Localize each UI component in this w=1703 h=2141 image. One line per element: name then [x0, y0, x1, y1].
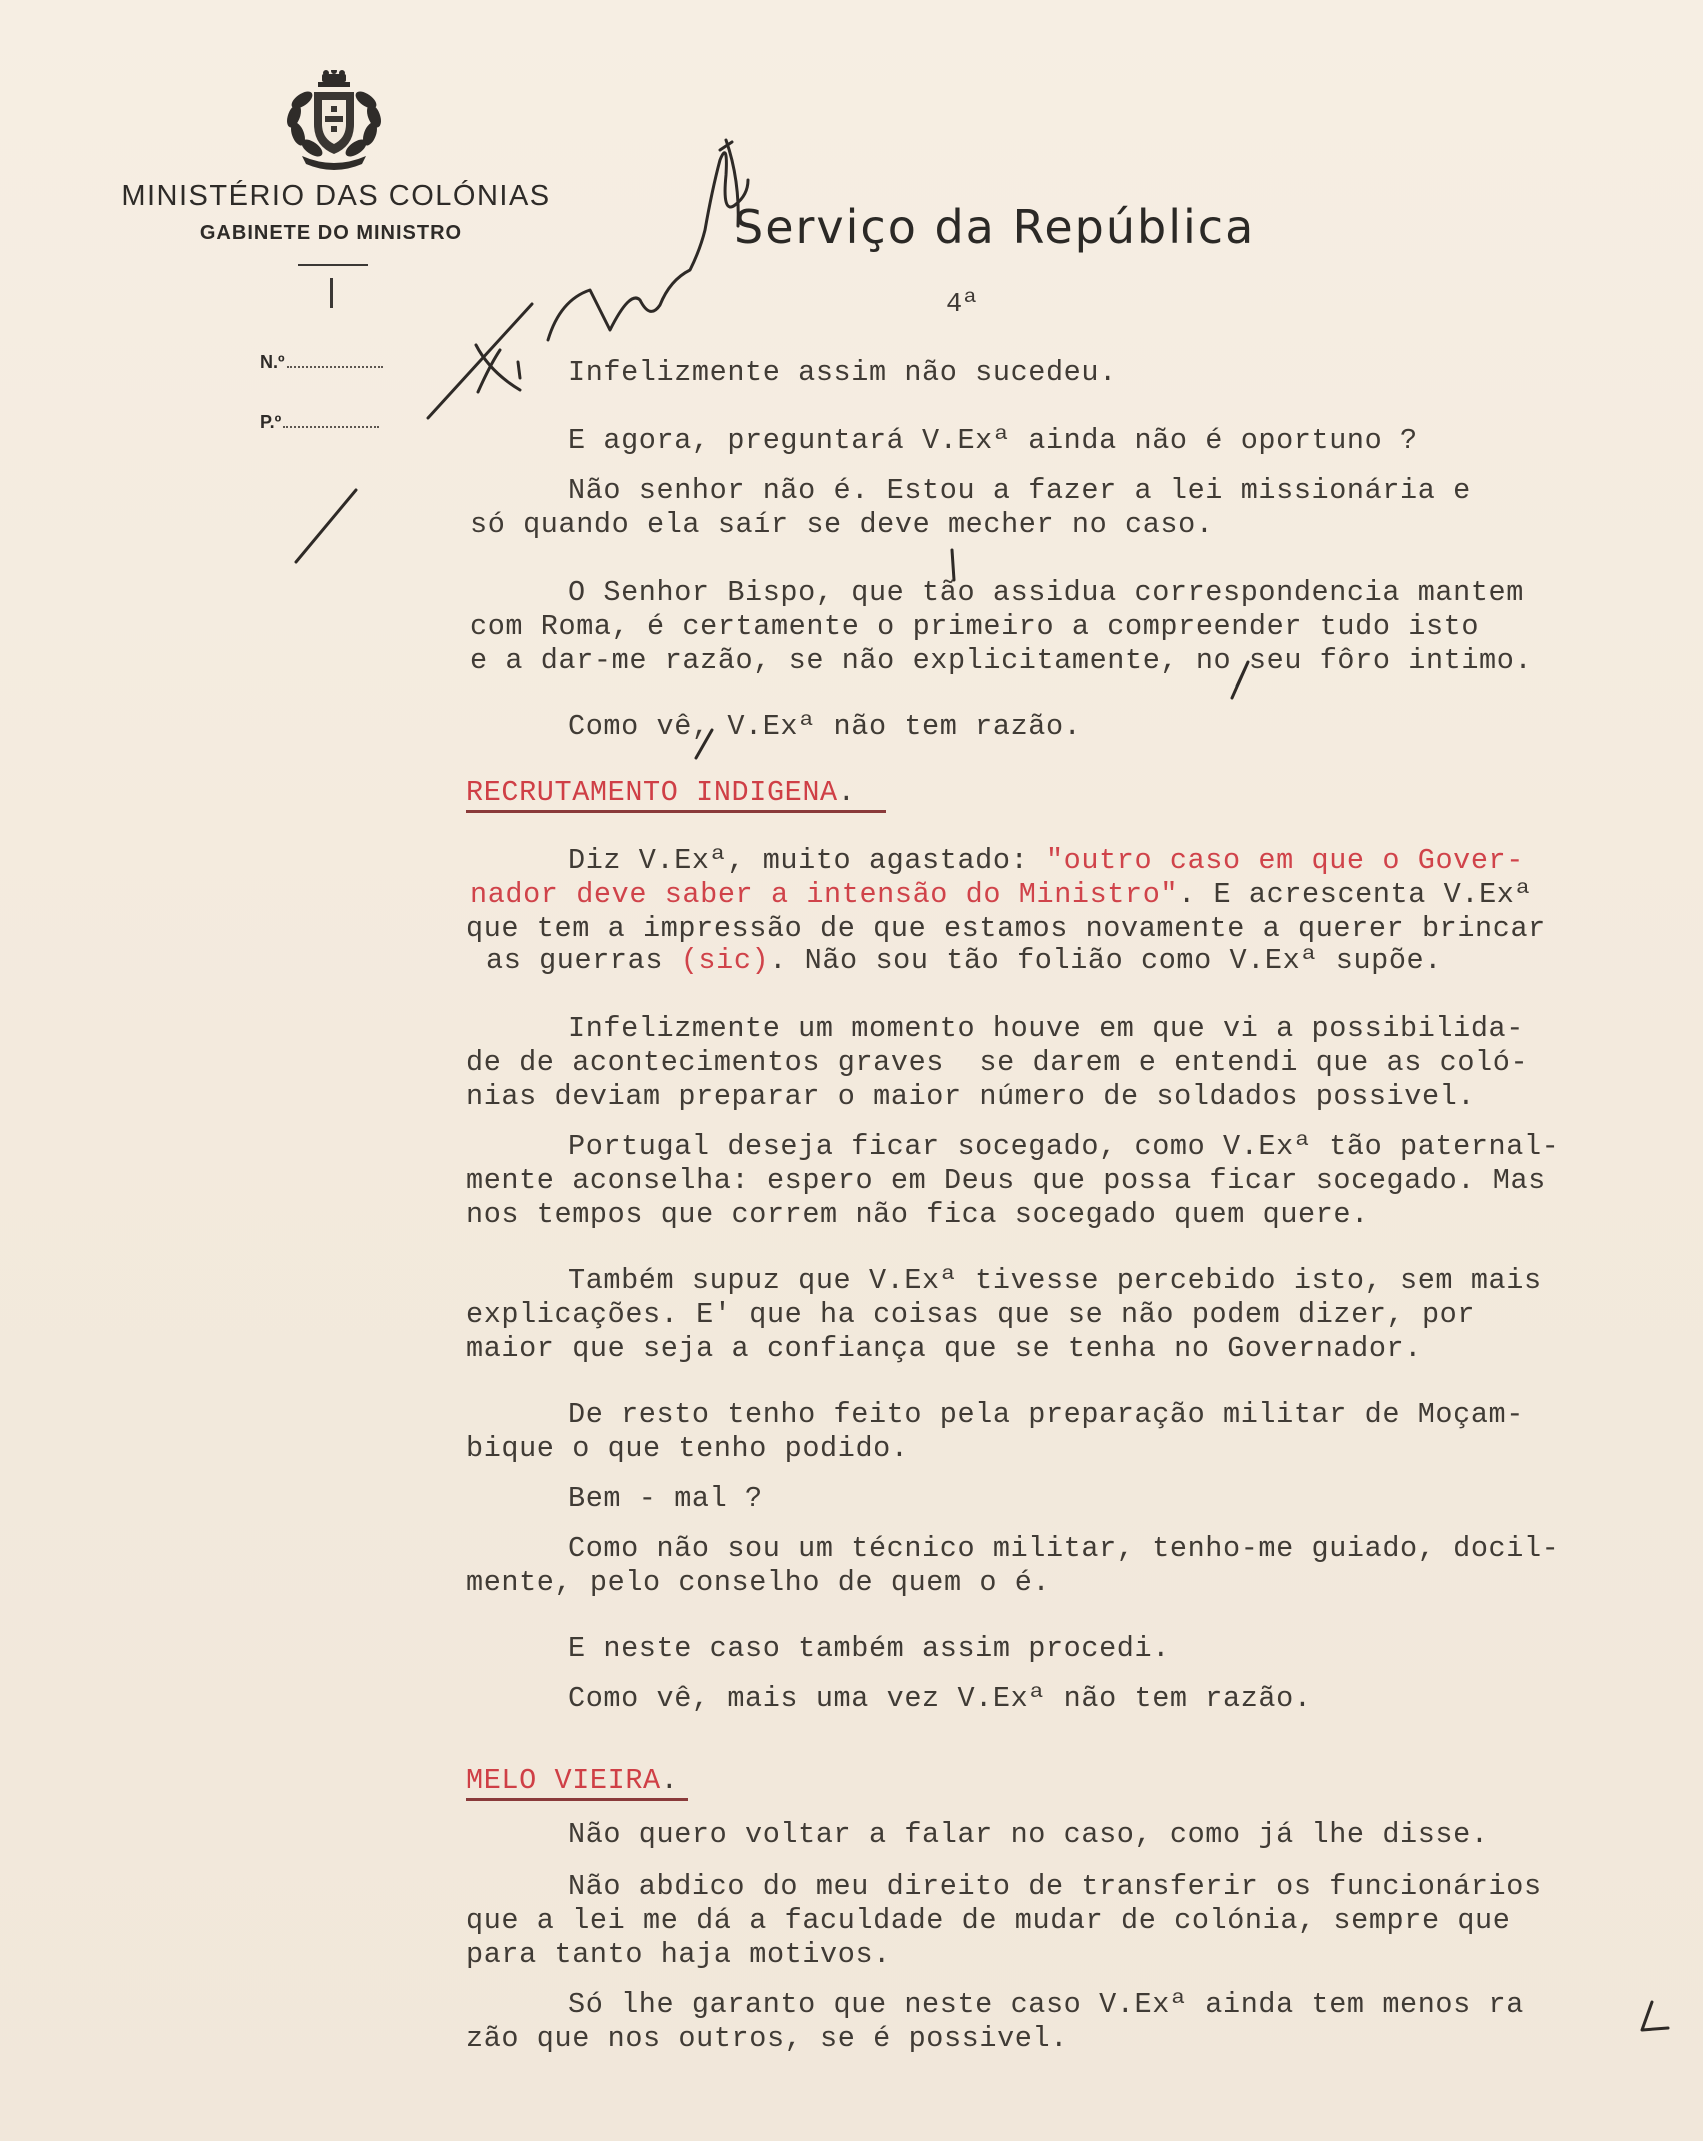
process-dots: [283, 414, 379, 428]
heading-recrutamento-underline: [466, 810, 886, 813]
p6-line-4-c: . Não sou tão folião como V.Exª supõe.: [769, 944, 1442, 977]
section-heading-recrutamento: [466, 776, 855, 810]
p6-quote-start: "outro caso em que o Gover-: [1045, 844, 1524, 877]
p6-line-2-plain: . E acrescenta V.Exª: [1178, 878, 1533, 911]
cabinet-name: GABINETE DO MINISTRO: [199, 222, 463, 244]
number-dots: [287, 354, 383, 368]
paragraph-7-line-2: de de acontecimentos graves se darem e entendi que as coló-: [466, 1046, 1529, 1079]
letterhead-rule: [298, 264, 368, 266]
paragraph-4-line-3: e a dar-me razão, se não explicitamente, no seu fôro intimo.: [470, 644, 1533, 677]
paragraph-14: Como vê, mais uma vez V.Exª não tem razão.: [568, 1682, 1312, 1715]
process-label: P.º: [260, 412, 282, 432]
paragraph-12-line-2: mente, pelo conselho de quem o é.: [466, 1566, 1051, 1599]
paragraph-8-line-2: mente aconselha: espero em Deus que possa ficar socegado. Mas: [466, 1164, 1546, 1197]
heading-recrutamento-dot: .: [837, 776, 856, 809]
paragraph-6-line-2: [470, 878, 1532, 912]
paragraph-6-line-1: [568, 844, 1524, 878]
paragraph-1: Infelizmente assim não sucedeu.: [568, 356, 1117, 389]
process-field: [260, 412, 405, 433]
paragraph-2: E agora, preguntará V.Exª ainda não é oportuno ?: [568, 424, 1418, 457]
heading-recrutamento-text: RECRUTAMENTO INDIGENA: [466, 776, 838, 809]
paragraph-15: Não quero voltar a falar no caso, como já lhe disse.: [568, 1818, 1489, 1851]
paragraph-16-line-1: Não abdico do meu direito de transferir os funcionários: [568, 1870, 1542, 1903]
coat-of-arms-crest: [272, 70, 396, 170]
paragraph-9-line-3: maior que seja a confiança que se tenha no Governador.: [466, 1332, 1422, 1365]
paragraph-16-line-2: que a lei me dá a faculdade de mudar de colónia, sempre que: [466, 1904, 1511, 1937]
p6-sic: (sic): [680, 944, 770, 977]
paragraph-8-line-3: nos tempos que correm não fica socegado quem quere.: [466, 1198, 1369, 1231]
paragraph-17-line-2: zão que nos outros, se é possivel.: [466, 2022, 1068, 2055]
paragraph-9-line-2: explicações. E' que ha coisas que se não podem dizer, por: [466, 1298, 1476, 1331]
paragraph-3-line-2: só quando ela saír se deve mecher no caso.: [470, 508, 1214, 541]
paragraph-10-line-2: bique o que tenho podido.: [466, 1432, 909, 1465]
paragraph-9-line-1: Também supuz que V.Exª tivesse percebido isto, sem mais: [568, 1264, 1542, 1297]
number-label: N.º: [260, 352, 285, 372]
paragraph-12-line-1: Como não sou um técnico militar, tenho-me guiado, docil-: [568, 1532, 1560, 1565]
paragraph-7-line-3: nias deviam preparar o maior número de soldados possivel.: [466, 1080, 1476, 1113]
p6-quote-end: nador deve saber a intensão do Ministro": [470, 878, 1179, 911]
heading-melo-vieira-text: MELO VIEIRA: [466, 1764, 661, 1797]
paragraph-11: Bem - mal ?: [568, 1482, 763, 1515]
heading-melo-vieira-dot: .: [660, 1764, 679, 1797]
paragraph-13: E neste caso também assim procedi.: [568, 1632, 1170, 1665]
ministry-name: MINISTÉRIO DAS COLÓNIAS: [121, 180, 551, 212]
heading-melo-vieira-underline: [466, 1798, 688, 1801]
service-header: Serviço da República: [734, 200, 1256, 254]
paragraph-5: Como vê, V.Exª não tem razão.: [568, 710, 1082, 743]
paragraph-4-line-1: O Senhor Bispo, que tão assidua correspondencia mantem: [568, 576, 1524, 609]
paragraph-6-line-4: [486, 944, 1442, 978]
paragraph-17-line-1: Só lhe garanto que neste caso V.Exª ainda tem menos ra: [568, 1988, 1524, 2021]
section-heading-melo-vieira: [466, 1764, 678, 1798]
letterhead-tick: [330, 278, 333, 308]
paragraph-16-line-3: para tanto haja motivos.: [466, 1938, 891, 1971]
paragraph-8-line-1: Portugal deseja ficar socegado, como V.Exª tão paternal-: [568, 1130, 1560, 1163]
paragraph-4-line-2: com Roma, é certamente o primeiro a compreender tudo isto: [470, 610, 1480, 643]
paragraph-3-line-1: Não senhor não é. Estou a fazer a lei missionária e: [568, 474, 1471, 507]
paragraph-7-line-1: Infelizmente um momento houve em que vi a possibilida-: [568, 1012, 1524, 1045]
number-field: [260, 352, 405, 373]
p6-line-4-a: as guerras: [486, 944, 681, 977]
paragraph-10-line-1: De resto tenho feito pela preparação militar de Moçam-: [568, 1398, 1524, 1431]
page-number: 4ª: [946, 290, 979, 320]
paragraph-6-line-3: que tem a impressão de que estamos novamente a querer brincar: [466, 912, 1546, 945]
p6-line-1-plain: Diz V.Exª, muito agastado:: [568, 844, 1046, 877]
